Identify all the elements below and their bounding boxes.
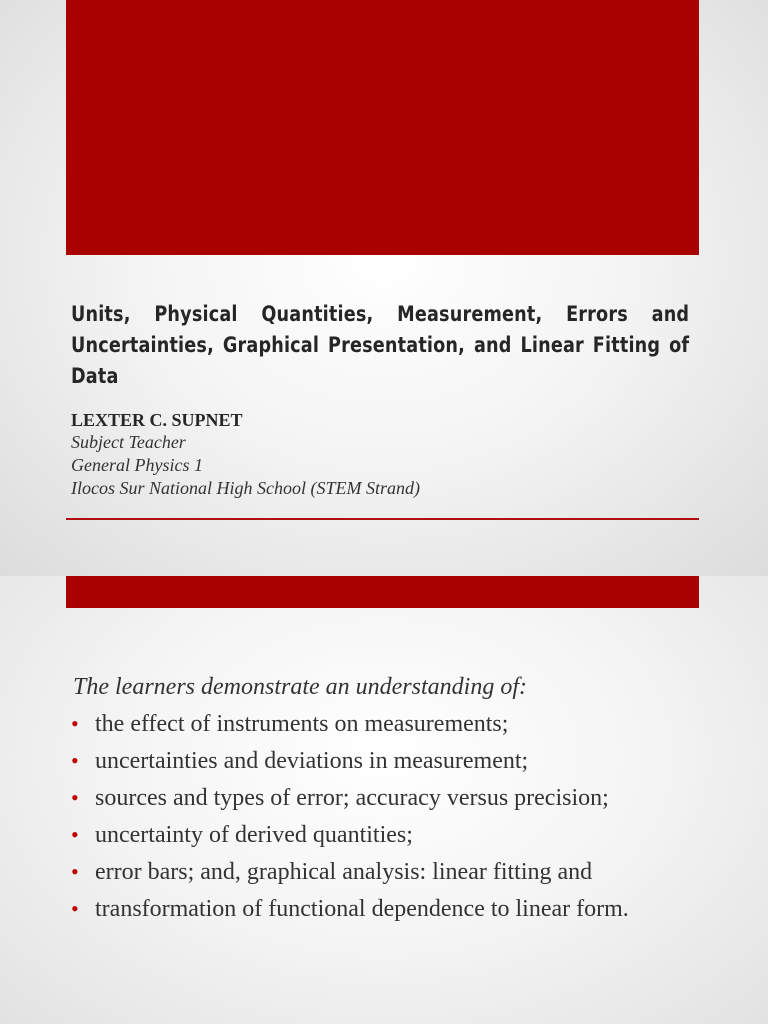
author-info [71,409,420,500]
author-role: Subject Teacher [71,432,186,452]
bullet-icon: • [71,822,79,847]
author-subject: General Physics 1 [71,455,203,475]
list-item-text: sources and types of error; accuracy versus precision; [95,785,609,811]
title-red-banner [66,0,699,255]
list-item [71,783,629,820]
content-red-banner [66,576,699,608]
learning-objectives-list [71,709,629,931]
learning-intro: The learners demonstrate an understanding of: [73,674,527,700]
content-slide [0,576,768,1024]
list-item-text: the effect of instruments on measurements; [95,711,509,737]
list-item [71,857,629,894]
bullet-icon: • [71,785,79,810]
bullet-icon: • [71,711,79,736]
bullet-icon: • [71,896,79,921]
bullet-icon: • [71,748,79,773]
author-name: LEXTER C. SUPNET [71,410,243,430]
bullet-icon: • [71,859,79,884]
title-divider [66,518,699,520]
list-item-text: uncertainties and deviations in measurement; [95,748,529,774]
list-item [71,746,629,783]
list-item-text: transformation of functional dependence to linear form. [95,896,629,922]
list-item-text: error bars; and, graphical analysis: linear fitting and [95,859,593,885]
list-item [71,709,629,746]
author-school: Ilocos Sur National High School (STEM Strand) [71,478,420,498]
list-item [71,820,629,857]
presentation-title: Units, Physical Quantities, Measurement, Errors and Uncertainties, Graphical Presentation, and Linear Fitting of Data [71,302,690,388]
list-item [71,894,629,931]
list-item-text: uncertainty of derived quantities; [95,822,413,848]
